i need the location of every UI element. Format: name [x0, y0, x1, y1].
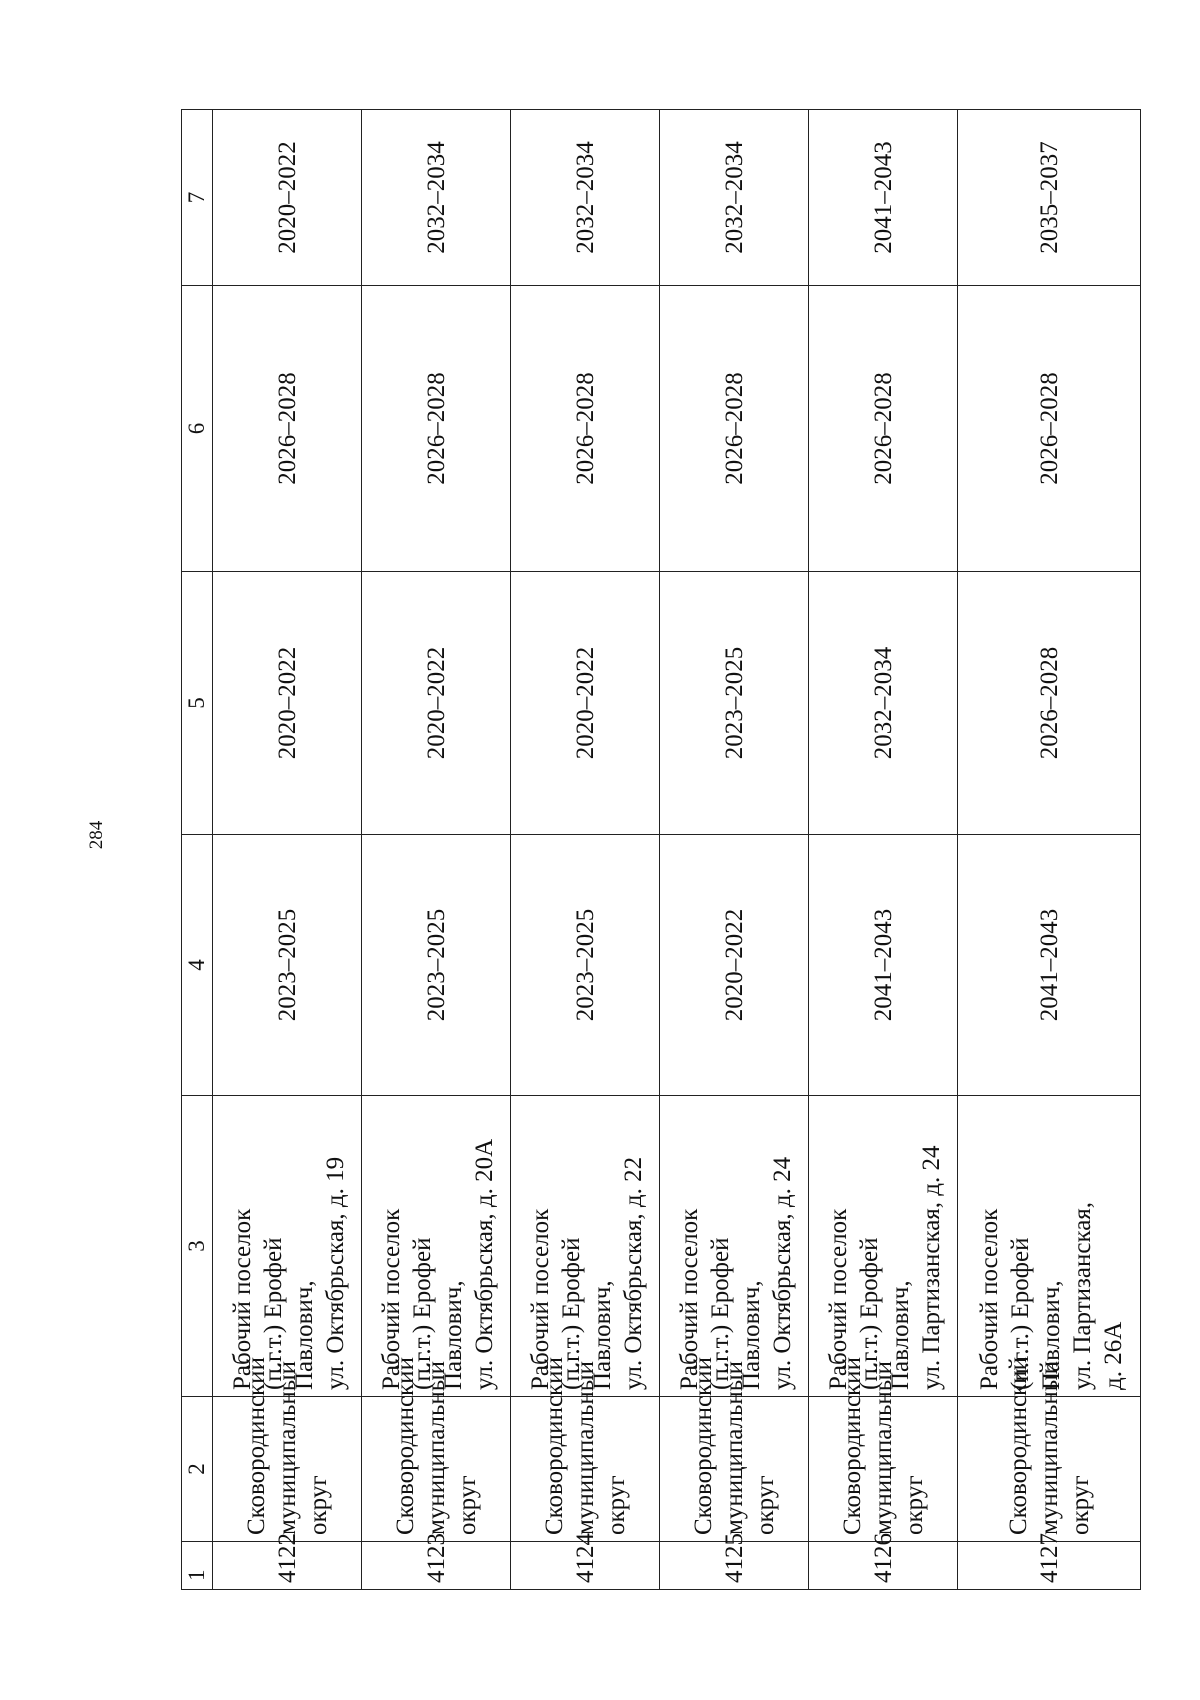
address-line: Рабочий поселок [527, 1208, 555, 1390]
period-cell: 2023–2025 [660, 572, 809, 835]
period-cell: 2035–2037 [958, 110, 1141, 286]
period-cell: 2032–2034 [660, 110, 809, 286]
address-line: ул. Партизанская, [1068, 1201, 1096, 1390]
period-cell: 2041–2043 [958, 835, 1141, 1096]
table-row [213, 110, 362, 1590]
address-cell [660, 1096, 809, 1397]
period-cell: 2032–2034 [362, 110, 511, 286]
district-line: округ [1066, 1475, 1094, 1535]
district-cell [958, 1357, 1141, 1542]
address-line: Рабочий поселок [676, 1208, 704, 1390]
district-line: муниципальный [720, 1361, 748, 1535]
period-cell: 2020–2022 [213, 572, 362, 835]
period-cell: 2032–2034 [809, 572, 958, 835]
address-line: ул. Партизанская, д. 24 [918, 1145, 946, 1390]
district-line: муниципальный [422, 1361, 450, 1535]
address-cell [511, 1096, 660, 1397]
column-number: 3 [182, 1096, 213, 1397]
address-line: (п.г.т.) Ерофей [409, 1237, 437, 1390]
period-cell: 2041–2043 [809, 835, 958, 1096]
period-cell: 2020–2022 [213, 110, 362, 286]
period-cell: 2026–2028 [809, 286, 958, 572]
district-cell [213, 1357, 362, 1542]
period-cell: 2023–2025 [213, 835, 362, 1096]
district-cell [660, 1357, 809, 1542]
district-line: Сковородинский [689, 1357, 717, 1535]
column-number: 1 [182, 1542, 213, 1590]
district-line: округ [304, 1475, 332, 1535]
table-row [511, 110, 660, 1590]
table-row [958, 110, 1141, 1590]
address-line: Рабочий поселок [378, 1208, 406, 1390]
column-number: 4 [182, 835, 213, 1096]
period-cell: 2026–2028 [362, 286, 511, 572]
period-cell: 2026–2028 [511, 286, 660, 572]
district-line: округ [751, 1475, 779, 1535]
address-line: д. 26А [1099, 1321, 1127, 1390]
district-line: округ [900, 1475, 928, 1535]
district-line: муниципальный [571, 1361, 599, 1535]
address-cell [213, 1096, 362, 1397]
address-line: Павлович, [887, 1280, 915, 1390]
address-line: Павлович, [738, 1280, 766, 1390]
row-id: 4122 [213, 1542, 362, 1590]
address-line: (п.г.т.) Ерофей [558, 1237, 586, 1390]
period-cell: 2023–2025 [511, 835, 660, 1096]
period-cell: 2026–2028 [660, 286, 809, 572]
row-id: 4124 [511, 1542, 660, 1590]
column-number-row [182, 110, 213, 1590]
address-cell [362, 1096, 511, 1397]
address-line: ул. Октябрьская, д. 20А [471, 1138, 499, 1390]
address-cell [958, 1096, 1141, 1397]
district-line: муниципальный [869, 1361, 897, 1535]
period-cell: 2023–2025 [362, 835, 511, 1096]
district-cell [362, 1357, 511, 1542]
period-cell: 2020–2022 [511, 572, 660, 835]
column-number: 2 [182, 1397, 213, 1542]
period-cell: 2020–2022 [362, 572, 511, 835]
column-number: 6 [182, 286, 213, 572]
address-line: (п.г.т.) Ерофей [856, 1237, 884, 1390]
row-id: 4123 [362, 1542, 511, 1590]
district-line: муниципальный [1035, 1361, 1063, 1535]
district-cell [511, 1357, 660, 1542]
address-line: (п.г.т.) Ерофей [260, 1237, 288, 1390]
address-cell [809, 1096, 958, 1397]
data-table [181, 109, 1141, 1590]
column-number: 5 [182, 572, 213, 835]
district-line: округ [602, 1475, 630, 1535]
table-container [181, 110, 1141, 1590]
table-row [809, 110, 958, 1590]
address-line: (п.г.т.) Ерофей [707, 1237, 735, 1390]
table-row [660, 110, 809, 1590]
address-line: (п.г.т.) Ерофей [1006, 1237, 1034, 1390]
period-cell: 2020–2022 [660, 835, 809, 1096]
address-line: Рабочий поселок [825, 1208, 853, 1390]
district-line: Сковородинский [1004, 1357, 1032, 1535]
page-number: 284 [86, 820, 107, 850]
district-line: Сковородинский [242, 1357, 270, 1535]
district-line: Сковородинский [391, 1357, 419, 1535]
district-line: Сковородинский [540, 1357, 568, 1535]
period-cell: 2041–2043 [809, 110, 958, 286]
column-number: 7 [182, 110, 213, 286]
period-cell: 2032–2034 [511, 110, 660, 286]
address-line: Павлович, [1037, 1280, 1065, 1390]
row-id: 4126 [809, 1542, 958, 1590]
address-line: Рабочий поселок [229, 1208, 257, 1390]
district-cell [809, 1357, 958, 1542]
row-id: 4125 [660, 1542, 809, 1590]
address-line: ул. Октябрьская, д. 22 [620, 1156, 648, 1390]
period-cell: 2026–2028 [213, 286, 362, 572]
address-line: Павлович, [440, 1280, 468, 1390]
period-cell: 2026–2028 [958, 572, 1141, 835]
address-line: ул. Октябрьская, д. 24 [769, 1156, 797, 1390]
district-line: Сковородинский [838, 1357, 866, 1535]
address-line: Рабочий поселок [975, 1208, 1003, 1390]
district-line: округ [453, 1475, 481, 1535]
row-id: 4127 [958, 1542, 1141, 1590]
table-row [362, 110, 511, 1590]
address-line: Павлович, [589, 1280, 617, 1390]
period-cell: 2026–2028 [958, 286, 1141, 572]
address-line: ул. Октябрьская, д. 19 [322, 1156, 350, 1390]
address-line: Павлович, [291, 1280, 319, 1390]
district-line: муниципальный [273, 1361, 301, 1535]
